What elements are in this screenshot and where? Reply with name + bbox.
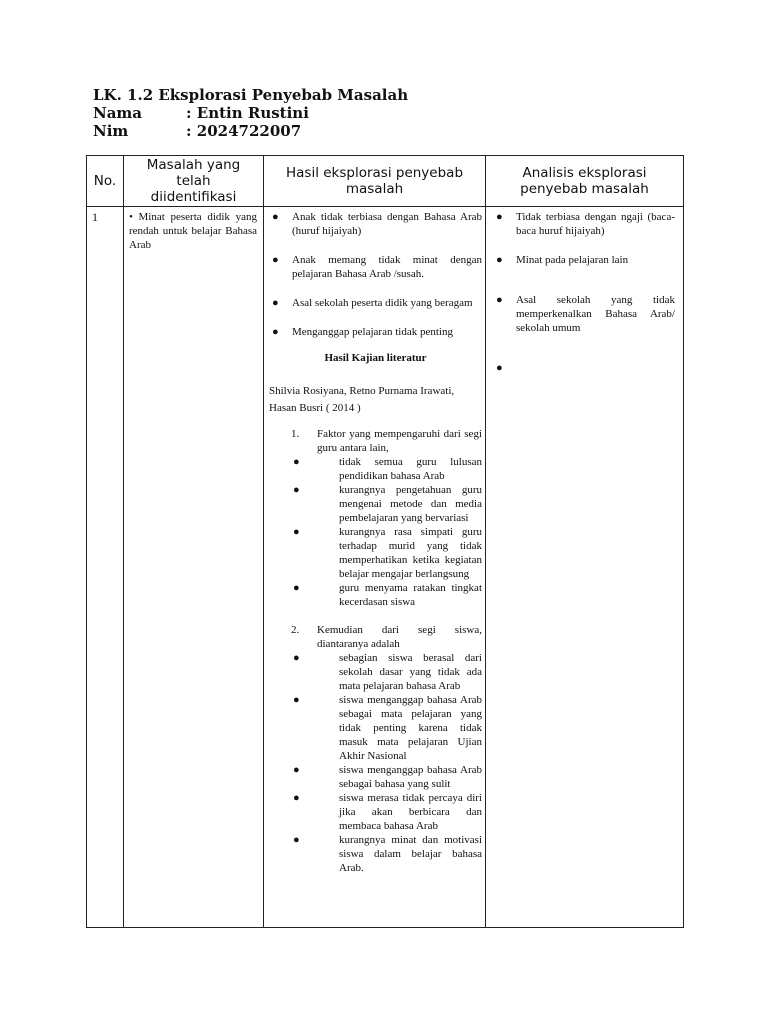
faktor-2: 2. Kemudian dari segi siswa, diantaranya adalah bbox=[291, 624, 482, 650]
list-item: ● sebagian siswa berasal dari sekolah dasar yang tidak ada mata pelajaran bahasa Arab bbox=[269, 651, 482, 693]
hasil-content bbox=[264, 207, 485, 875]
analisis-content bbox=[486, 207, 683, 375]
list-item: ● kurangnya minat dan motivasi siswa dalam belajar bahasa Arab. bbox=[269, 833, 482, 875]
list-item: ● Menganggap pelajaran tidak penting bbox=[269, 325, 482, 339]
list-item: ● tidak semua guru lulusan pendidikan bahasa Arab bbox=[269, 455, 482, 483]
bullet-icon: ● bbox=[293, 652, 300, 664]
faktor-1: 1. Faktor yang mempengaruhi dari segi guru antara lain, bbox=[291, 428, 482, 454]
list-item: ● Anak memang tidak minat dengan pelajaran Bahasa Arab /susah. bbox=[269, 253, 482, 281]
list-item: ● kurangnya pengetahuan guru mengenai metode dan media pembelajaran yang bervariasi bbox=[269, 483, 482, 525]
title-text: LK. 1.2 Eksplorasi Penyebab Masalah bbox=[93, 86, 409, 104]
nim-value: : 2024722007 bbox=[186, 122, 302, 140]
bullet-icon: ● bbox=[293, 582, 300, 594]
header-hasil: Hasil eksplorasi penyebab masalah bbox=[264, 156, 486, 207]
cell-no bbox=[87, 207, 124, 928]
table-header-row bbox=[87, 156, 684, 207]
masalah-text: • Minat peserta didik yang rendah untuk belajar Bahasa Arab bbox=[129, 211, 257, 251]
bullet-icon: ● bbox=[293, 526, 300, 538]
nama-value: : Entin Rustini bbox=[186, 104, 309, 122]
bullet-icon: ● bbox=[293, 764, 300, 776]
list-item: ● guru menyama ratakan tingkat kecerdasan siswa bbox=[269, 581, 482, 609]
list-item: ● Asal sekolah yang tidak memperkenalkan Bahasa Arab/ sekolah umum bbox=[493, 293, 675, 335]
list-item bbox=[493, 361, 675, 375]
header-no: No. bbox=[87, 156, 124, 207]
bullet-icon: ● bbox=[496, 294, 503, 306]
bullet-icon: ● bbox=[293, 456, 300, 468]
bullet-icon: ● bbox=[496, 362, 503, 374]
nama-label: Nama bbox=[93, 104, 143, 122]
bullet-icon: ● bbox=[293, 834, 300, 846]
list-item: ● siswa menganggap bahasa Arab sebagai bahasa yang sulit bbox=[269, 763, 482, 791]
faktor-1-list bbox=[269, 455, 482, 609]
cell-hasil bbox=[264, 207, 486, 928]
bullet-icon: ● bbox=[272, 326, 279, 338]
nim-label: Nim bbox=[93, 122, 129, 140]
list-item: ● Asal sekolah peserta didik yang beragam bbox=[269, 296, 482, 310]
exploration-table bbox=[86, 155, 684, 928]
cell-masalah bbox=[124, 207, 264, 928]
list-item: ● kurangnya rasa simpati guru terhadap murid yang tidak memperhatikan ketika kegiatan belajar mengajar berlangsung bbox=[269, 525, 482, 581]
kajian-title: Hasil Kajian literatur bbox=[324, 352, 427, 364]
bullet-icon: ● bbox=[272, 254, 279, 266]
list-item: ● Tidak terbiasa dengan ngaji (baca-baca huruf hijaiyah) bbox=[493, 210, 675, 238]
bullet-icon: ● bbox=[293, 694, 300, 706]
document-header bbox=[93, 86, 408, 140]
nim-row bbox=[93, 122, 408, 140]
bullet-icon: ● bbox=[496, 254, 503, 266]
bullet-icon: ● bbox=[272, 297, 279, 309]
nama-row bbox=[93, 104, 408, 122]
bullet-icon: ● bbox=[272, 211, 279, 223]
header-masalah: Masalah yang telah diidentifikasi bbox=[124, 156, 264, 207]
bullet-icon: ● bbox=[496, 211, 503, 223]
list-item: ● siswa merasa tidak percaya diri jika akan berbicara dan membaca bahasa Arab bbox=[269, 791, 482, 833]
table-row bbox=[87, 207, 684, 928]
list-item: ● siswa menganggap bahasa Arab sebagai mata pelajaran yang tidak penting karena tidak masuk mata pelajaran Ujian Akhir Nasional bbox=[269, 693, 482, 763]
header-analisis: Analisis eksplorasi penyebab masalah bbox=[486, 156, 684, 207]
list-item: ● Anak tidak terbiasa dengan Bahasa Arab (huruf hijaiyah) bbox=[269, 210, 482, 238]
row-number: 1 bbox=[92, 210, 98, 224]
cell-analisis bbox=[486, 207, 684, 928]
bullet-icon: ● bbox=[293, 792, 300, 804]
kajian-authors: Shilvia Rosiyana, Retno Purnama Irawati, Hasan Busri ( 2014 ) bbox=[269, 385, 455, 414]
bullet-icon: ● bbox=[293, 484, 300, 496]
faktor-2-list bbox=[269, 651, 482, 875]
document-title bbox=[93, 86, 408, 104]
list-item: ● Minat pada pelajaran lain bbox=[493, 253, 675, 267]
